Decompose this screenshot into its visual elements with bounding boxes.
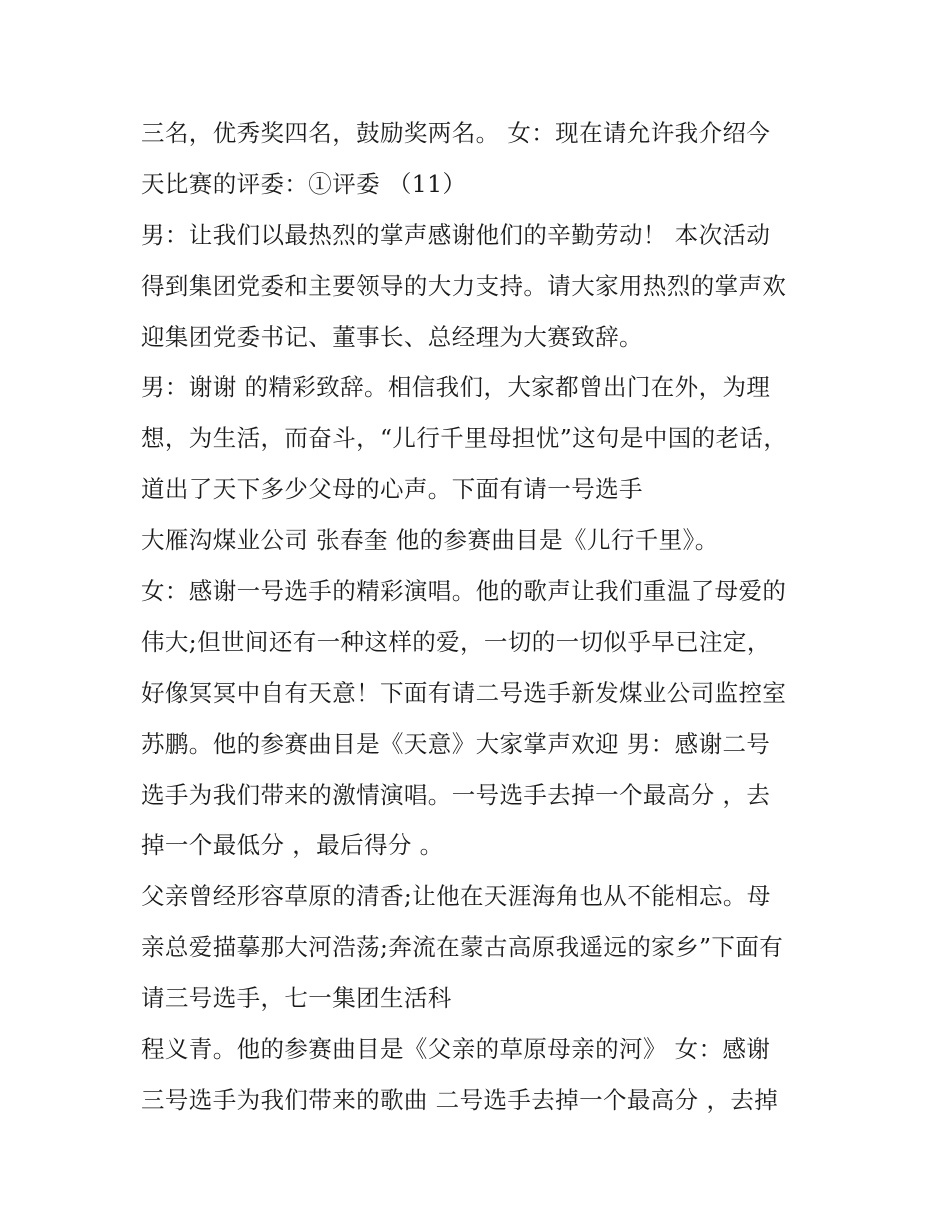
text-line: 三名，优秀奖四名，鼓励奖两名。 女：现在请允许我介绍今 <box>141 119 771 147</box>
text-line: 掉一个最低分 ，最后得分 。 <box>141 831 444 860</box>
text-line: 想，为生活，而奋斗，“儿行千里母担忧”这句是中国的老话， <box>141 424 788 453</box>
text-line: 天比赛的评委：①评委 （11） <box>141 169 467 198</box>
text-line: 三号选手为我们带来的歌曲 二号选手去掉一个最高分 ，去掉 <box>141 1085 779 1114</box>
text-line: 大雁沟煤业公司 张春奎 他的参赛曲目是《儿行千里》。 <box>141 526 719 555</box>
text-line: 道出了天下多少父母的心声。下面有请一号选手 <box>141 475 643 504</box>
text-line: 父亲曾经形容草原的清香;让他在天涯海角也从不能相忘。母 <box>141 882 771 911</box>
text-line: 亲总爱描摹那大河浩荡;奔流在蒙古高原我遥远的家乡”下面有 <box>141 933 784 962</box>
text-line: 女：感谢一号选手的精彩演唱。他的歌声让我们重温了母爱的 <box>141 577 787 606</box>
text-line: 男：让我们以最热烈的掌声感谢他们的辛勤劳动！ 本次活动 <box>141 220 771 249</box>
text-line: 请三号选手，七一集团生活科 <box>141 984 452 1013</box>
text-line: 苏鹏。他的参赛曲目是《天意》大家掌声欢迎 男：感谢二号 <box>141 729 771 758</box>
text-line: 程义青。他的参赛曲目是《父亲的草原母亲的河》 女：感谢 <box>141 1035 771 1064</box>
text-line: 迎集团党委书记、董事长、总经理为大赛致辞。 <box>141 322 643 351</box>
text-line: 选手为我们带来的激情演唱。一号选手去掉一个最高分 ，去 <box>141 780 771 809</box>
text-line: 男：谢谢 的精彩致辞。相信我们，大家都曾出门在外，为理 <box>141 373 771 402</box>
text-line: 得到集团党委和主要领导的大力支持。请大家用热烈的掌声欢 <box>141 271 787 300</box>
text-line: 好像冥冥中自有天意！下面有请二号选手新发煤业公司监控室 <box>141 678 787 707</box>
text-line: 伟大;但世间还有一种这样的爱，一切的一切似乎早已注定， <box>141 627 771 656</box>
body-text <box>141 108 821 1126</box>
